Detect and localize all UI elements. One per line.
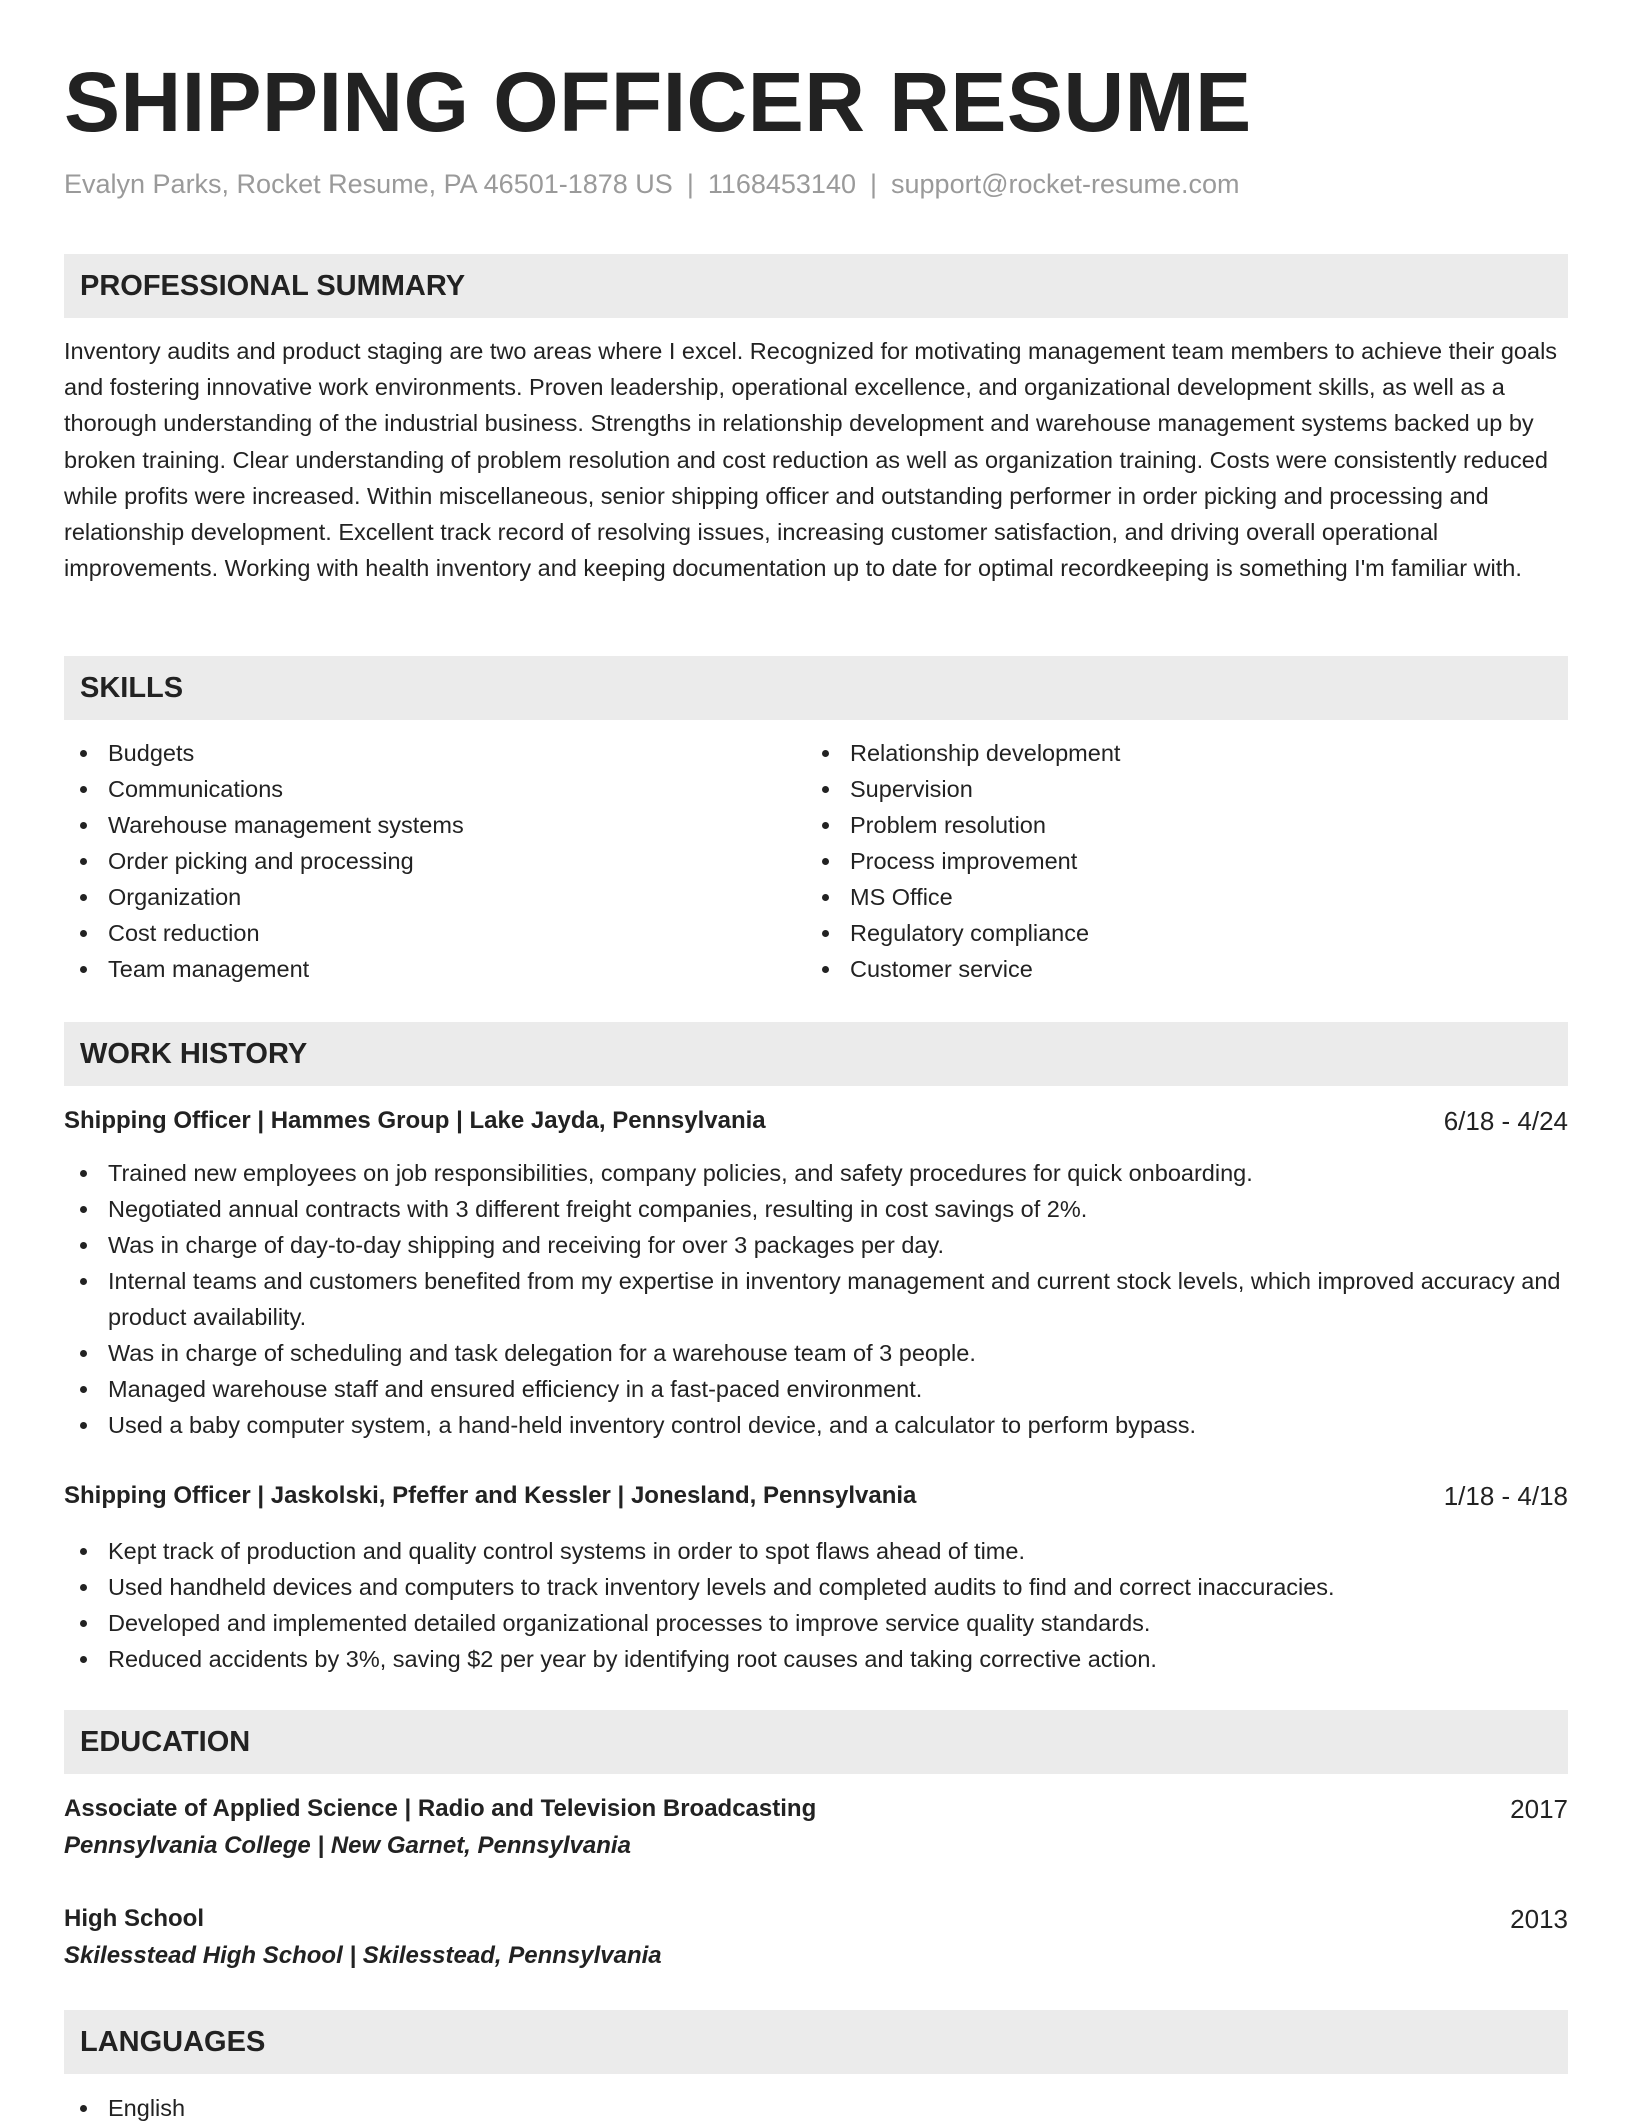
job-dates: 6/18 - 4/24 (1443, 1106, 1568, 1136)
job-duty: Used a baby computer system, a hand-held inventory control device, and a calculator to perform bypass. (64, 1407, 1568, 1443)
work-section-header (64, 1022, 1568, 1086)
education-degree: Associate of Applied Science | Radio and Television Broadcasting (64, 1795, 817, 1822)
skill-item: Regulatory compliance (806, 915, 1526, 951)
contact-separator: | (686, 169, 694, 199)
languages-section-header (64, 2010, 1568, 2074)
job-duty: Was in charge of day-to-day shipping and receiving for over 3 packages per day. (64, 1227, 1568, 1263)
resume-title: SHIPPING OFFICER RESUME (64, 55, 1252, 149)
job-duty: Developed and implemented detailed organizational processes to improve service quality standards. (64, 1605, 1568, 1641)
section-heading: SKILLS (80, 672, 184, 704)
skills-list-left (64, 735, 784, 987)
education-section-header (64, 1710, 1568, 1774)
job-header (64, 1478, 1568, 1514)
job-title: Shipping Officer | Jaskolski, Pfeffer and Kessler | Jonesland, Pennsylvania (64, 1482, 917, 1509)
contact-phone: 1168453140 (707, 169, 856, 199)
job-duty: Internal teams and customers benefited from my expertise in inventory management and current stock levels, which improved accuracy and product availability. (64, 1263, 1568, 1335)
education-entry-header (64, 1901, 1568, 1937)
summary-text: Inventory audits and product staging are two areas where I excel. Recognized for motivating management team members to achieve their goals and fostering innovative work environments. Proven leadership, operational excellence, and organizational development skills, as well as a thorough understanding of the industrial business. Strengths in relationship development and warehouse management systems backed up by broken training. Clear understanding of problem resolution and cost reduction as well as organization training. Costs were consistently reduced while profits were increased. Within miscellaneous, senior shipping officer and outstanding performer in order picking and processing and relationship development. Excellent track record of resolving issues, increasing customer satisfaction, and driving overall operational improvements. Working with health inventory and keeping documentation up to date for optimal recordkeeping is something I'm familiar with. (64, 338, 1558, 582)
education-degree: High School (64, 1905, 204, 1932)
section-heading: PROFESSIONAL SUMMARY (80, 270, 466, 302)
section-heading: LANGUAGES (80, 2026, 266, 2058)
job-duty: Used handheld devices and computers to track inventory levels and completed audits to find and correct inaccuracies. (64, 1569, 1568, 1605)
job-dates: 1/18 - 4/18 (1443, 1481, 1568, 1511)
summary-section-header (64, 254, 1568, 318)
job-duty: Managed warehouse staff and ensured efficiency in a fast-paced environment. (64, 1371, 1568, 1407)
contact-address: Evalyn Parks, Rocket Resume, PA 46501-1878 US (64, 169, 673, 199)
contact-email[interactable]: support@rocket-resume.com (891, 169, 1240, 199)
skill-item: Team management (64, 951, 784, 987)
skill-item: Supervision (806, 771, 1526, 807)
job-duty: Trained new employees on job responsibilities, company policies, and safety procedures for quick onboarding. (64, 1155, 1568, 1191)
job-header (64, 1103, 1568, 1139)
job-duty: Was in charge of scheduling and task delegation for a warehouse team of 3 people. (64, 1335, 1568, 1371)
job-title: Shipping Officer | Hammes Group | Lake Jayda, Pennsylvania (64, 1107, 766, 1134)
skill-item: Order picking and processing (64, 843, 784, 879)
languages-list (64, 2090, 1568, 2126)
skills-list-right (806, 735, 1526, 987)
education-year: 2017 (1510, 1794, 1568, 1824)
skill-item: Problem resolution (806, 807, 1526, 843)
education-school: Pennsylvania College | New Garnet, Pennsylvania (64, 1832, 631, 1859)
skill-item: Organization (64, 879, 784, 915)
skill-item: Relationship development (806, 735, 1526, 771)
education-year: 2013 (1510, 1904, 1568, 1934)
skill-item: Communications (64, 771, 784, 807)
education-school: Skilesstead High School | Skilesstead, Pennsylvania (64, 1942, 662, 1969)
language-item: English (64, 2090, 1568, 2126)
education-entry-header (64, 1791, 1568, 1827)
job-duty: Negotiated annual contracts with 3 different freight companies, resulting in cost savings of 2%. (64, 1191, 1568, 1227)
job-duties-list (64, 1533, 1568, 1677)
contact-line (64, 166, 1240, 202)
section-heading: WORK HISTORY (80, 1038, 308, 1070)
skill-item: Process improvement (806, 843, 1526, 879)
skills-section-header (64, 656, 1568, 720)
skill-item: Customer service (806, 951, 1526, 987)
job-duties-list (64, 1155, 1568, 1443)
section-heading: EDUCATION (80, 1726, 251, 1758)
skill-item: MS Office (806, 879, 1526, 915)
skill-item: Cost reduction (64, 915, 784, 951)
skill-item: Warehouse management systems (64, 807, 784, 843)
skill-item: Budgets (64, 735, 784, 771)
job-duty: Kept track of production and quality control systems in order to spot flaws ahead of time. (64, 1533, 1568, 1569)
job-duty: Reduced accidents by 3%, saving $2 per year by identifying root causes and taking corrective action. (64, 1641, 1568, 1677)
contact-separator: | (870, 169, 878, 199)
